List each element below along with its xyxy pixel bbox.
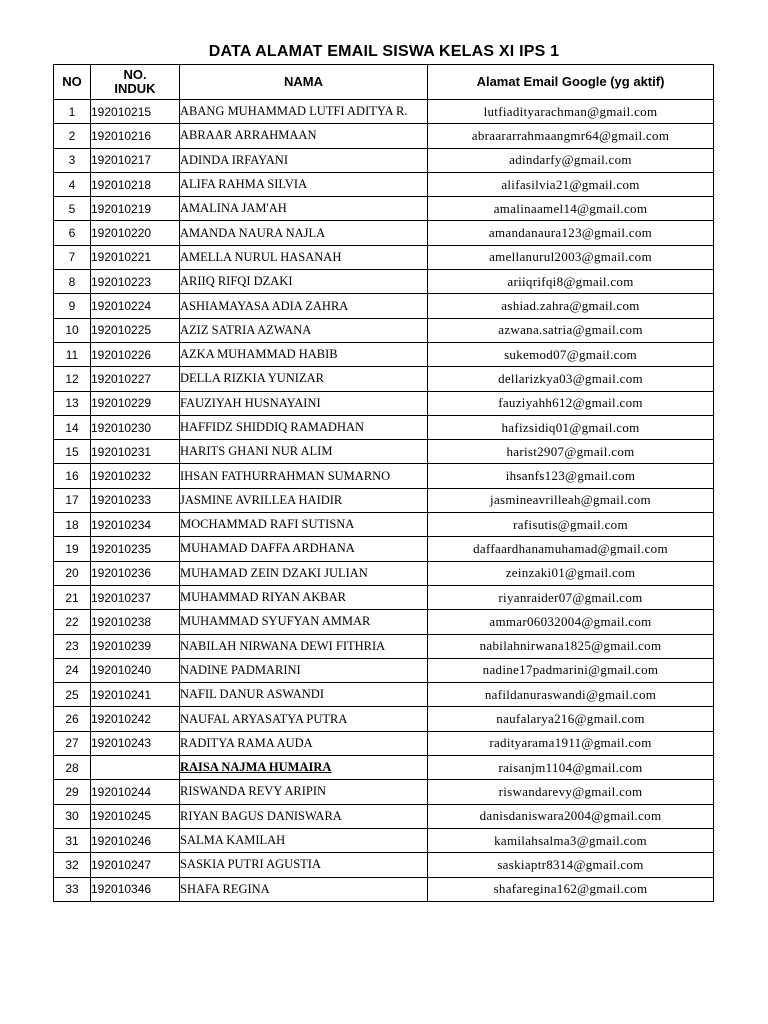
cell-nama: ASHIAMAYASA ADIA ZAHRA [180,294,428,318]
cell-nama: FAUZIYAH HUSNAYAINI [180,391,428,415]
header-no: NO [54,65,91,100]
cell-email: azwana.satria@gmail.com [428,318,714,342]
table-row [54,804,714,828]
cell-no: 19 [54,537,91,561]
table-row [54,683,714,707]
cell-nama: ALIFA RAHMA SILVIA [180,172,428,196]
cell-nama: JASMINE AVRILLEA HAIDIR [180,488,428,512]
cell-nama: AZIZ SATRIA AZWANA [180,318,428,342]
cell-induk: 192010241 [91,683,180,707]
table-row [54,464,714,488]
cell-induk: 192010232 [91,464,180,488]
cell-no: 20 [54,561,91,585]
cell-email: ihsanfs123@gmail.com [428,464,714,488]
table-row [54,197,714,221]
table-row [54,415,714,439]
cell-no: 8 [54,270,91,294]
cell-induk: 192010215 [91,100,180,124]
cell-email: riswandarevy@gmail.com [428,780,714,804]
cell-email: radityarama1911@gmail.com [428,731,714,755]
table-row [54,245,714,269]
cell-email: naufalarya216@gmail.com [428,707,714,731]
cell-induk: 192010235 [91,537,180,561]
table-row [54,172,714,196]
cell-induk: 192010227 [91,367,180,391]
cell-induk: 192010247 [91,853,180,877]
table-row [54,221,714,245]
cell-induk: 192010229 [91,391,180,415]
cell-nama: MUHAMAD ZEIN DZAKI JULIAN [180,561,428,585]
cell-induk: 192010217 [91,148,180,172]
cell-induk: 192010346 [91,877,180,901]
cell-no: 11 [54,342,91,366]
table-row [54,318,714,342]
cell-induk: 192010216 [91,124,180,148]
cell-nama: SALMA KAMILAH [180,828,428,852]
cell-email: dellarizkya03@gmail.com [428,367,714,391]
cell-email: ammar06032004@gmail.com [428,610,714,634]
cell-nama: RIYAN BAGUS DANISWARA [180,804,428,828]
table-row [54,561,714,585]
cell-induk: 192010230 [91,415,180,439]
cell-email: rafisutis@gmail.com [428,513,714,537]
table-row [54,148,714,172]
cell-no: 21 [54,585,91,609]
cell-no: 32 [54,853,91,877]
table-row [54,658,714,682]
cell-no: 14 [54,415,91,439]
cell-nama: AMANDA NAURA NAJLA [180,221,428,245]
cell-email: danisdaniswara2004@gmail.com [428,804,714,828]
cell-nama: SASKIA PUTRI AGUSTIA [180,853,428,877]
table-row [54,877,714,901]
cell-nama: ABANG MUHAMMAD LUTFI ADITYA R. [180,100,428,124]
cell-nama: DELLA RIZKIA YUNIZAR [180,367,428,391]
table-row [54,513,714,537]
cell-email: jasmineavrilleah@gmail.com [428,488,714,512]
cell-email: nafildanuraswandi@gmail.com [428,683,714,707]
table-row [54,828,714,852]
cell-email: saskiaptr8314@gmail.com [428,853,714,877]
table-row [54,367,714,391]
table-body [54,100,714,902]
cell-nama: ARIIQ RIFQI DZAKI [180,270,428,294]
cell-no: 18 [54,513,91,537]
cell-induk: 192010226 [91,342,180,366]
table-row [54,440,714,464]
cell-email: ashiad.zahra@gmail.com [428,294,714,318]
cell-no: 16 [54,464,91,488]
cell-email: shafaregina162@gmail.com [428,877,714,901]
table-row [54,610,714,634]
cell-induk: 192010218 [91,172,180,196]
cell-nama: SHAFA REGINA [180,877,428,901]
cell-no: 2 [54,124,91,148]
cell-no: 30 [54,804,91,828]
cell-induk [91,756,180,780]
table-row [54,270,714,294]
table-row [54,780,714,804]
cell-induk: 192010236 [91,561,180,585]
cell-email: adindarfy@gmail.com [428,148,714,172]
cell-induk: 192010224 [91,294,180,318]
cell-email: amandanaura123@gmail.com [428,221,714,245]
cell-nama: RISWANDA REVY ARIPIN [180,780,428,804]
page-title: DATA ALAMAT EMAIL SISWA KELAS XI IPS 1 [208,43,560,60]
cell-email: amalinaamel14@gmail.com [428,197,714,221]
cell-nama: AZKA MUHAMMAD HABIB [180,342,428,366]
cell-no: 9 [54,294,91,318]
table-row [54,756,714,780]
cell-induk: 192010242 [91,707,180,731]
cell-email: lutfiadityarachman@gmail.com [428,100,714,124]
cell-induk: 192010239 [91,634,180,658]
cell-nama-emphasized: RAISA NAJMA HUMAIRA [180,760,332,775]
cell-no: 27 [54,731,91,755]
cell-email: amellanurul2003@gmail.com [428,245,714,269]
cell-no: 12 [54,367,91,391]
table-row [54,100,714,124]
cell-no: 29 [54,780,91,804]
cell-no: 13 [54,391,91,415]
cell-induk: 192010245 [91,804,180,828]
header-induk-line2: INDUK [114,81,156,96]
cell-nama: AMELLA NURUL HASANAH [180,245,428,269]
cell-email: raisanjm1104@gmail.com [428,756,714,780]
cell-no: 1 [54,100,91,124]
cell-email: abraararrahmaangmr64@gmail.com [428,124,714,148]
cell-email: sukemod07@gmail.com [428,342,714,366]
header-row [54,65,714,100]
cell-email: daffaardhanamuhamad@gmail.com [428,537,714,561]
table-row [54,124,714,148]
cell-email: ariiqrifqi8@gmail.com [428,270,714,294]
table-row [54,537,714,561]
cell-induk: 192010233 [91,488,180,512]
cell-induk: 192010244 [91,780,180,804]
cell-induk: 192010237 [91,585,180,609]
cell-email: harist2907@gmail.com [428,440,714,464]
cell-no: 5 [54,197,91,221]
cell-no: 31 [54,828,91,852]
cell-nama: NADINE PADMARINI [180,658,428,682]
cell-nama: MUHAMAD DAFFA ARDHANA [180,537,428,561]
header-induk-line1: NO. [123,67,147,82]
email-table [53,64,714,902]
cell-induk: 192010223 [91,270,180,294]
cell-nama: IHSAN FATHURRAHMAN SUMARNO [180,464,428,488]
cell-induk: 192010238 [91,610,180,634]
cell-induk: 192010225 [91,318,180,342]
cell-no: 10 [54,318,91,342]
cell-nama: NABILAH NIRWANA DEWI FITHRIA [180,634,428,658]
table-row [54,391,714,415]
cell-nama: ABRAAR ARRAHMAAN [180,124,428,148]
cell-nama: NAUFAL ARYASATYA PUTRA [180,707,428,731]
cell-nama: HAFFIDZ SHIDDIQ RAMADHAN [180,415,428,439]
cell-induk: 192010221 [91,245,180,269]
cell-no: 17 [54,488,91,512]
cell-email: kamilahsalma3@gmail.com [428,828,714,852]
table-header [54,65,714,100]
cell-no: 7 [54,245,91,269]
table-row [54,634,714,658]
cell-no: 23 [54,634,91,658]
table-row [54,294,714,318]
cell-email: alifasilvia21@gmail.com [428,172,714,196]
cell-induk: 192010234 [91,513,180,537]
cell-email: nadine17padmarini@gmail.com [428,658,714,682]
table-row [54,853,714,877]
cell-nama [180,756,428,780]
cell-induk: 192010231 [91,440,180,464]
cell-no: 24 [54,658,91,682]
cell-induk: 192010246 [91,828,180,852]
cell-nama: ADINDA IRFAYANI [180,148,428,172]
cell-induk: 192010243 [91,731,180,755]
table-row [54,585,714,609]
cell-nama: MUHAMMAD RIYAN AKBAR [180,585,428,609]
cell-email: nabilahnirwana1825@gmail.com [428,634,714,658]
cell-no: 15 [54,440,91,464]
cell-no: 6 [54,221,91,245]
cell-email: riyanraider07@gmail.com [428,585,714,609]
cell-no: 33 [54,877,91,901]
cell-email: zeinzaki01@gmail.com [428,561,714,585]
cell-no: 3 [54,148,91,172]
cell-nama: MUHAMMAD SYUFYAN AMMAR [180,610,428,634]
cell-no: 26 [54,707,91,731]
cell-nama: NAFIL DANUR ASWANDI [180,683,428,707]
cell-induk: 192010240 [91,658,180,682]
cell-email: hafizsidiq01@gmail.com [428,415,714,439]
cell-no: 25 [54,683,91,707]
table-row [54,488,714,512]
cell-nama: RADITYA RAMA AUDA [180,731,428,755]
table-row [54,731,714,755]
cell-nama: MOCHAMMAD RAFI SUTISNA [180,513,428,537]
cell-no: 22 [54,610,91,634]
header-nama: NAMA [180,65,428,100]
cell-email: fauziyahh612@gmail.com [428,391,714,415]
table-row [54,707,714,731]
table-row [54,342,714,366]
cell-no: 28 [54,756,91,780]
header-induk [91,65,180,100]
header-email: Alamat Email Google (yg aktif) [428,65,714,100]
cell-induk: 192010219 [91,197,180,221]
cell-nama: AMALINA JAM'AH [180,197,428,221]
cell-no: 4 [54,172,91,196]
cell-induk: 192010220 [91,221,180,245]
cell-nama: HARITS GHANI NUR ALIM [180,440,428,464]
